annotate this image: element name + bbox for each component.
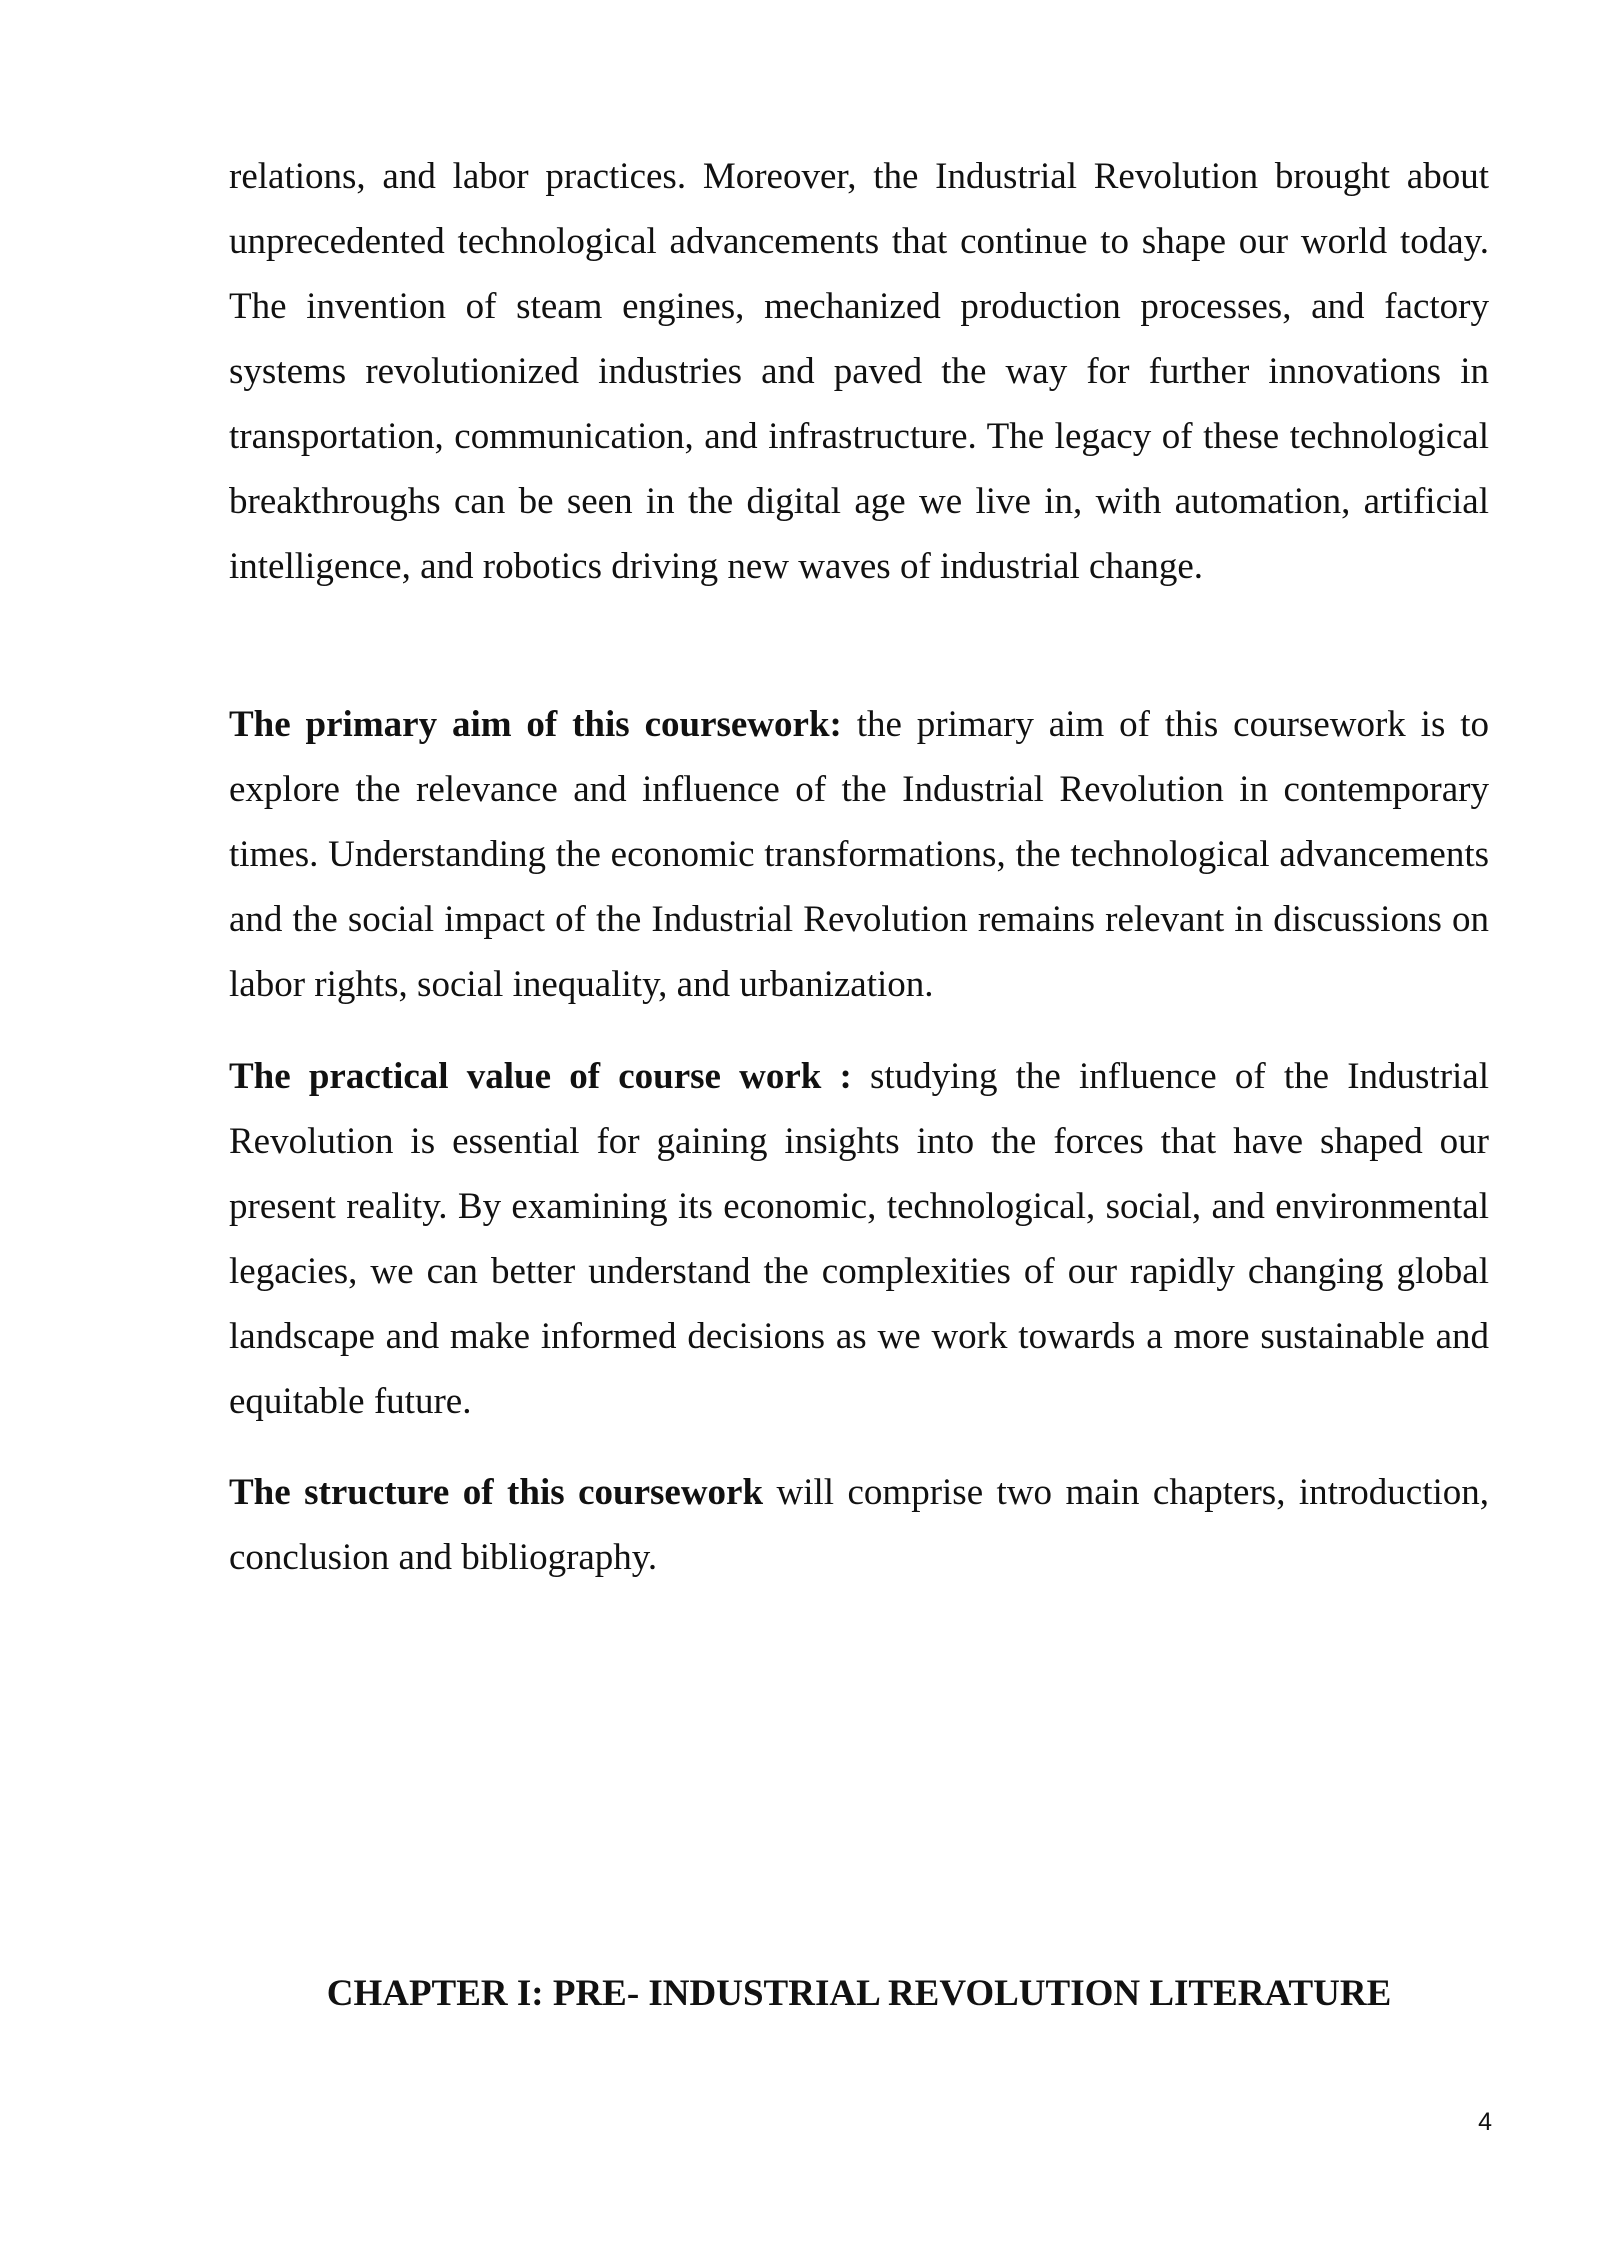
page-number: 4 <box>1478 2108 1492 2136</box>
paragraph-text: relations, and labor practices. Moreover, the Industrial Revolution brought about unprecedented technological advancements that continue to shape our world today. The invention of steam engines, mechanized production processes, and factory systems revolutionized industries and paved the way for further innovations in transportation, communication, and infrastructure. The legacy of these technological breakthroughs can be seen in the digital age we live in, with automation, artificial intelligence, and robotics driving new waves of industrial change. <box>229 156 1489 587</box>
paragraph-practical-value <box>229 1044 1489 1434</box>
chapter-heading: CHAPTER I: PRE- INDUSTRIAL REVOLUTION LITERATURE <box>326 1973 1392 2014</box>
paragraph-primary-aim <box>229 692 1489 1017</box>
paragraph-lead: The primary aim of this coursework: <box>229 704 842 745</box>
paragraph-lead: The structure of this coursework <box>229 1472 764 1513</box>
paragraph-lead: The practical value of course work : <box>229 1056 852 1097</box>
paragraph-body <box>229 692 1489 1017</box>
paragraph-body <box>229 1044 1489 1434</box>
paragraph-continuation <box>229 144 1489 599</box>
paragraph-text: studying the influence of the Industrial Revolution is essential for gaining insights into the forces that have shaped our present reality. By examining its economic, technological, social, and environmental legacies, we can better understand the complexities of our rapidly changing global landscape and make informed decisions as we work towards a more sustainable and equitable future. <box>229 1056 1489 1422</box>
paragraph-body <box>229 1460 1489 1590</box>
paragraph-text: the primary aim of this coursework is to explore the relevance and influence of the Industrial Revolution in contemporary times. Understanding the economic transformations, the technological advancements and the social impact of the Industrial Revolution remains relevant in discussions on labor rights, social inequality, and urbanization. <box>229 704 1489 1005</box>
paragraph-text: will comprise two main chapters, introduction, conclusion and bibliography. <box>229 1472 1490 1578</box>
paragraph-structure <box>229 1460 1489 1590</box>
